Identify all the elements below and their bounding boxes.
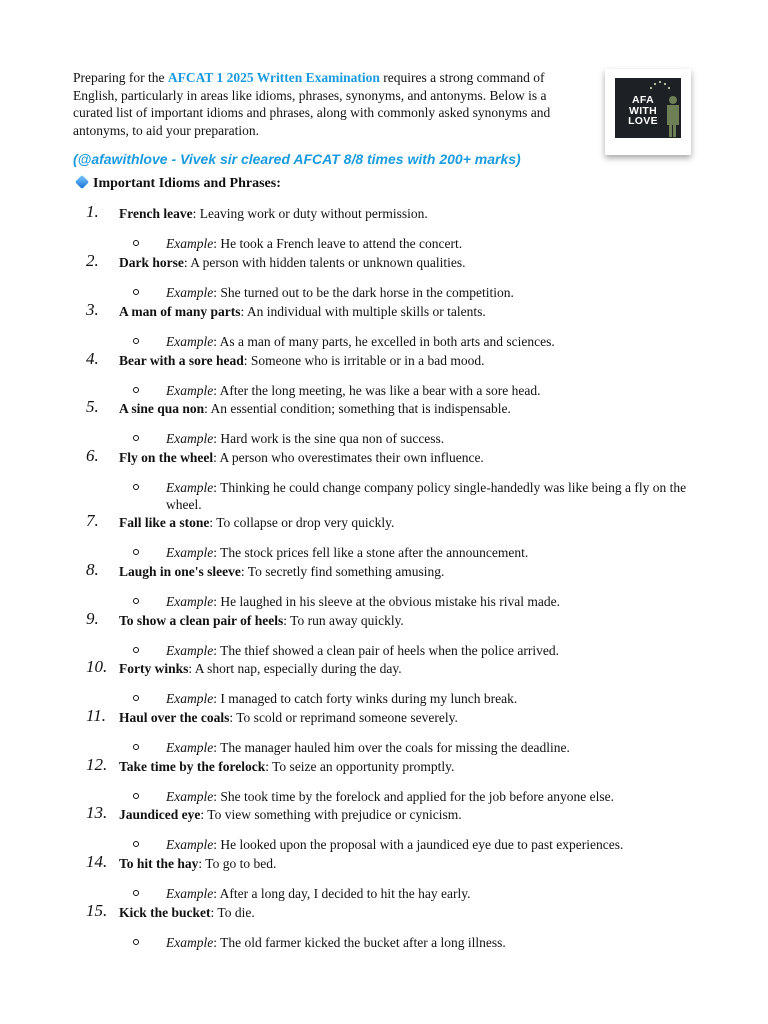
idiom-meaning: : A person with hidden talents or unknown qualities. (183, 255, 466, 270)
hollow-bullet-icon (133, 549, 139, 555)
idiom-meaning: : An individual with multiple skills or talents. (240, 304, 486, 319)
idiom-definition (119, 254, 719, 271)
example-label: Example (166, 334, 214, 349)
idiom-definition (119, 660, 719, 677)
idiom-definition (119, 612, 719, 629)
exam-name-highlight: AFCAT 1 2025 Written Examination (167, 70, 380, 85)
idiom-term: To show a clean pair of heels (119, 613, 284, 628)
idiom-definition (119, 806, 719, 823)
example-sentence: : The thief showed a clean pair of heels when the police arrived. (213, 643, 559, 658)
example-label: Example (166, 545, 214, 560)
idiom-definition (119, 352, 719, 369)
example-text (166, 382, 696, 399)
hollow-bullet-icon (133, 240, 139, 246)
idiom-meaning: : To seize an opportunity promptly. (265, 759, 455, 774)
item-number: 14. (86, 852, 108, 871)
idiom-meaning: : A short nap, especially during the day. (188, 661, 402, 676)
idiom-meaning: : Leaving work or duty without permission. (192, 206, 428, 221)
idiom-meaning: : Someone who is irritable or in a bad mood. (243, 353, 485, 368)
idiom-definition (119, 855, 719, 872)
promo-tagline: (@afawithlove - Vivek sir cleared AFCAT 8/8 times with 200+ marks) (73, 151, 521, 167)
hollow-bullet-icon (133, 744, 139, 750)
idiom-term: Take time by the forelock (119, 759, 266, 774)
idiom-term: Kick the bucket (119, 905, 211, 920)
example-text (166, 235, 696, 252)
example-sentence: : The manager hauled him over the coals for missing the deadline. (213, 740, 570, 755)
example-label: Example (166, 935, 214, 950)
item-number: 11. (86, 706, 106, 725)
intro-text-end: requires a strong command of English, particularly in areas like idioms, phrases, synonyms, and antonyms. Below is a curated list of important idioms and phrases, along with commonly asked synonyms and antonyms, to aid your preparation. (73, 70, 551, 138)
example-label: Example (166, 594, 214, 609)
item-number: 9. (86, 609, 99, 628)
idiom-term: A man of many parts (119, 304, 241, 319)
hollow-bullet-icon (133, 793, 139, 799)
example-text (166, 690, 696, 707)
afa-with-love-logo-card (605, 69, 691, 155)
example-sentence: : I managed to catch forty winks during my lunch break. (213, 691, 518, 706)
idiom-term: Haul over the coals (119, 710, 230, 725)
example-label: Example (166, 285, 214, 300)
example-sentence: : After a long day, I decided to hit the hay early. (213, 886, 471, 901)
example-text (166, 739, 696, 756)
idiom-meaning: : To scold or reprimand someone severely. (229, 710, 458, 725)
example-text (166, 430, 696, 447)
idiom-term: To hit the hay (119, 856, 199, 871)
idiom-term: Jaundiced eye (119, 807, 201, 822)
idiom-meaning: : To die. (210, 905, 255, 920)
idiom-definition (119, 904, 719, 921)
item-number: 15. (86, 901, 108, 920)
hollow-bullet-icon (133, 598, 139, 604)
example-text (166, 642, 696, 659)
example-label: Example (166, 789, 214, 804)
hollow-bullet-icon (133, 647, 139, 653)
example-sentence: : The old farmer kicked the bucket after a long illness. (213, 935, 506, 950)
example-sentence: : Hard work is the sine qua non of success. (213, 431, 445, 446)
idiom-term: Forty winks (119, 661, 189, 676)
idiom-definition (119, 563, 719, 580)
example-text (166, 544, 696, 561)
item-number: 5. (86, 397, 99, 416)
idiom-term: A sine qua non (119, 401, 205, 416)
idiom-definition (119, 303, 719, 320)
hollow-bullet-icon (133, 890, 139, 896)
example-text (166, 284, 696, 301)
example-sentence: : She turned out to be the dark horse in the competition. (213, 285, 514, 300)
example-text (166, 788, 696, 805)
example-label: Example (166, 236, 214, 251)
idiom-definition (119, 449, 719, 466)
idiom-definition (119, 514, 719, 531)
item-number: 4. (86, 349, 99, 368)
item-number: 2. (86, 251, 99, 270)
hollow-bullet-icon (133, 484, 139, 490)
idiom-meaning: : To run away quickly. (283, 613, 404, 628)
idiom-meaning: : To go to bed. (198, 856, 277, 871)
example-text (166, 479, 696, 513)
example-sentence: : He looked upon the proposal with a jaundiced eye due to past experiences. (213, 837, 624, 852)
idiom-term: Laugh in one's sleeve (119, 564, 241, 579)
afa-with-love-logo (615, 78, 681, 138)
blue-diamond-icon (75, 175, 89, 189)
idiom-meaning: : To collapse or drop very quickly. (209, 515, 395, 530)
idiom-term: Bear with a sore head (119, 353, 244, 368)
idiom-term: Fall like a stone (119, 515, 210, 530)
hollow-bullet-icon (133, 939, 139, 945)
example-sentence: : The stock prices fell like a stone after the announcement. (213, 545, 529, 560)
example-sentence: : He laughed in his sleeve at the obvious mistake his rival made. (213, 594, 561, 609)
logo-line: AFA (632, 94, 654, 106)
item-number: 12. (86, 755, 108, 774)
logo-wordmark (619, 95, 667, 127)
idiom-meaning: : To secretly find something amusing. (240, 564, 445, 579)
example-label: Example (166, 643, 214, 658)
example-sentence: : Thinking he could change company policy single-handedly was like being a fly on the wheel. (166, 480, 687, 512)
idiom-meaning: : An essential condition; something that is indispensable. (204, 401, 511, 416)
idiom-meaning: : A person who overestimates their own influence. (213, 450, 484, 465)
logo-line: WITH (628, 104, 658, 117)
idiom-term: Dark horse (119, 255, 184, 270)
idiom-definition (119, 400, 719, 417)
intro-text-start: Preparing for the (73, 70, 168, 85)
item-number: 13. (86, 803, 108, 822)
example-sentence: : As a man of many parts, he excelled in both arts and sciences. (213, 334, 555, 349)
idiom-definition (119, 709, 719, 726)
example-label: Example (166, 886, 214, 901)
section-title: Important Idioms and Phrases: (93, 176, 281, 191)
idiom-term: Fly on the wheel (119, 450, 214, 465)
idiom-definition (119, 758, 719, 775)
example-text (166, 593, 696, 610)
hollow-bullet-icon (133, 841, 139, 847)
hollow-bullet-icon (133, 289, 139, 295)
intro-paragraph (73, 69, 573, 139)
example-text (166, 885, 696, 902)
logo-line: LOVE (628, 115, 658, 127)
idiom-term: French leave (119, 206, 193, 221)
example-label: Example (166, 431, 214, 446)
example-text (166, 333, 696, 350)
section-heading (73, 176, 281, 192)
idiom-meaning: : To view something with prejudice or cynicism. (200, 807, 462, 822)
idiom-definition (119, 205, 719, 222)
example-label: Example (166, 837, 214, 852)
hollow-bullet-icon (133, 338, 139, 344)
item-number: 1. (86, 202, 99, 221)
item-number: 6. (86, 446, 99, 465)
example-text (166, 836, 696, 853)
example-label: Example (166, 480, 214, 495)
item-number: 10. (86, 657, 108, 676)
hollow-bullet-icon (133, 435, 139, 441)
example-label: Example (166, 691, 214, 706)
item-number: 8. (86, 560, 99, 579)
hollow-bullet-icon (133, 695, 139, 701)
example-text (166, 934, 696, 951)
example-sentence: : She took time by the forelock and applied for the job before anyone else. (213, 789, 614, 804)
example-sentence: : He took a French leave to attend the concert. (213, 236, 463, 251)
item-number: 7. (86, 511, 99, 530)
example-label: Example (166, 383, 214, 398)
item-number: 3. (86, 300, 99, 319)
example-label: Example (166, 740, 214, 755)
example-sentence: : After the long meeting, he was like a bear with a sore head. (213, 383, 541, 398)
hollow-bullet-icon (133, 387, 139, 393)
